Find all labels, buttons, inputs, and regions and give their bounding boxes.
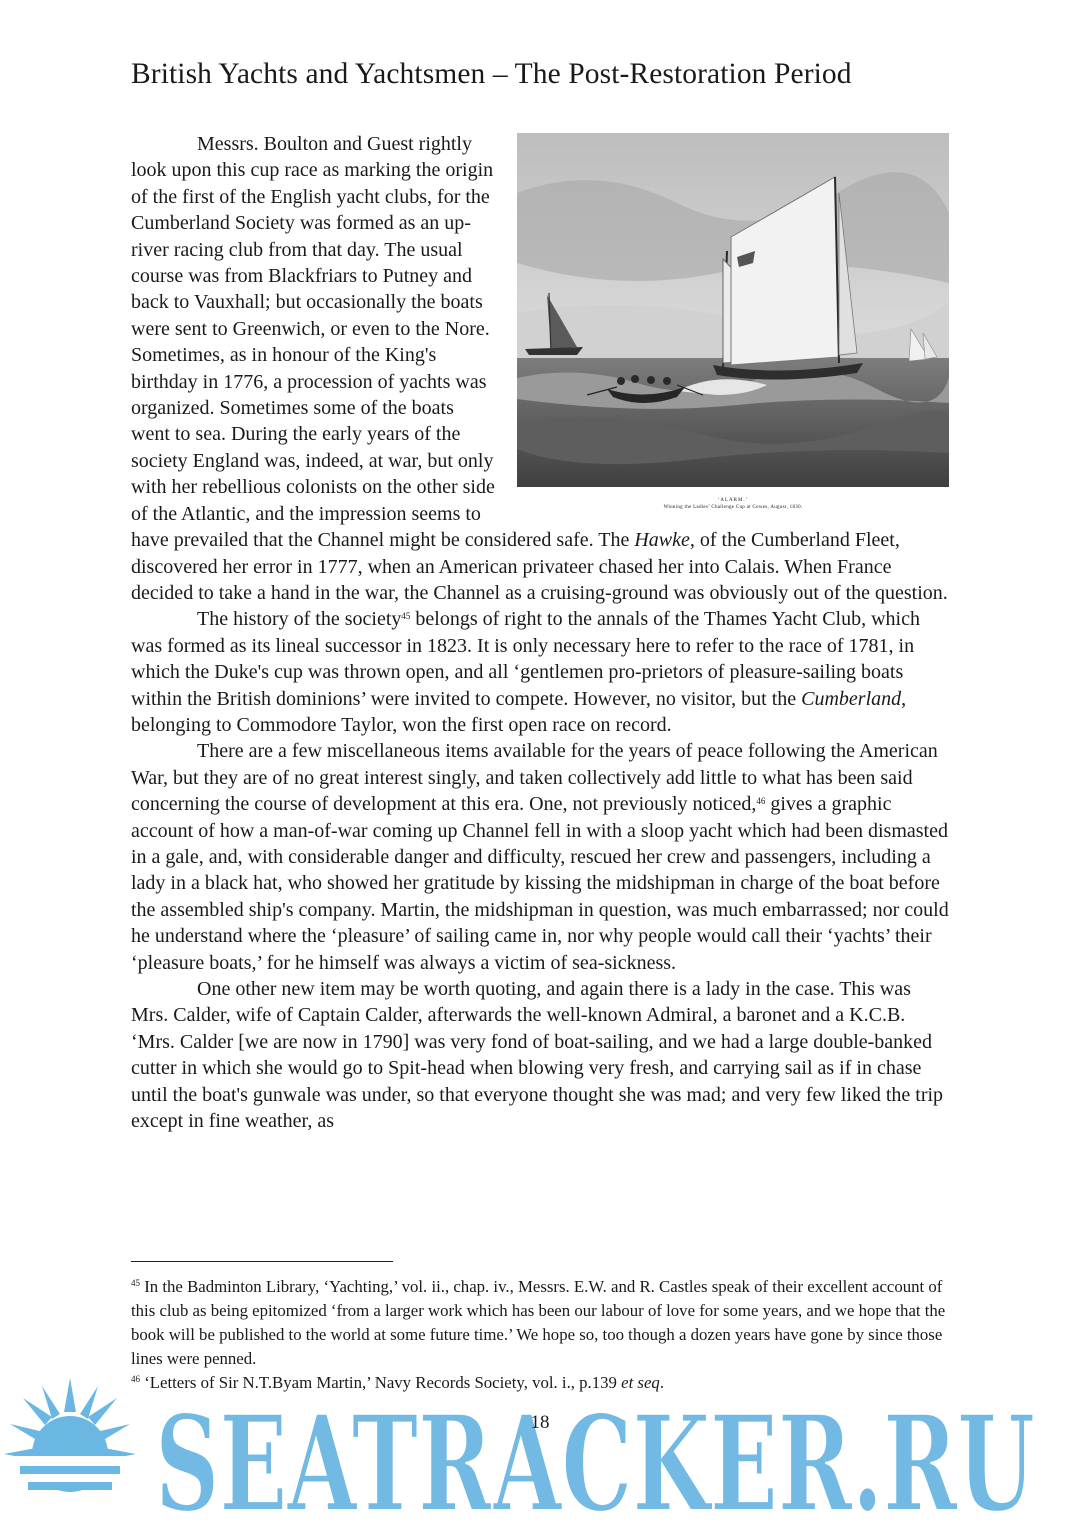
paragraph-3	[131, 738, 949, 976]
ship-name-italic: Cumberland	[801, 687, 902, 710]
footnotes	[131, 1275, 949, 1395]
footnote-ref-45[interactable]: 45	[401, 611, 411, 622]
footnote-text: ‘Letters of Sir N.T.Byam Martin,’ Navy Records Society, vol. i., p.139	[140, 1373, 622, 1392]
footnote-text: .	[659, 1373, 665, 1392]
footnote-italic: et seq	[621, 1373, 660, 1392]
paragraph-text: The history of the society	[197, 608, 402, 631]
footnote-number: 46	[131, 1374, 140, 1384]
footnote-46	[131, 1371, 949, 1395]
figure	[517, 133, 949, 511]
paragraph-2	[131, 606, 949, 738]
paragraph-4: One other new item may be worth quoting, and again there is a lady in the case. This was Mrs. Calder, wife of Captain Calder, afterwards the well-known Admiral, a baronet and a K.C.B. ‘Mrs. Calder [we are now in 1790] was very fond of boat-sailing, and we had a large double-banked cutter in which she would go to Spit-head when blowing very fresh, and carrying sail as if in chase until the boat's gunwale was under, so that everyone thought she was mad; and very few liked the trip except in fine weather, as	[131, 978, 944, 1133]
footnote-ref-46[interactable]: 46	[756, 796, 766, 807]
footnote-divider	[131, 1261, 393, 1262]
footnote-45	[131, 1275, 949, 1371]
paragraph-text: There are a few miscellaneous items available for the years of peace following the American War, but they are of no great interest singly, and taken collectively add little to what has been said concerning the course of development at this era. One, not previously noticed,	[131, 740, 938, 816]
figure-caption-title: ‘ALARM.’	[717, 498, 749, 503]
paragraph-text: belongs of right to the annals of the Thames Yacht Club, which was formed as its lineal successor in 1823. It is only necessary here to refer to the race of 1781, in which the Duke's cup was thrown open, and all ‘gentlemen pro-prietors of pleasure-sailing boats within the British dominions’ were invited to compete. However, no visitor, but the	[131, 608, 920, 710]
sun-icon	[0, 1378, 150, 1492]
page-title: British Yachts and Yachtsmen – The Post-Restoration Period	[131, 58, 852, 90]
figure-caption: Winning the Ladies’ Challenge Cup at Cowes, August, 1830.	[663, 505, 803, 510]
watermark-logo	[0, 1372, 1080, 1526]
article-body	[131, 131, 949, 1134]
paragraph-text: Messrs. Boulton and Guest rightly look upon this cup race as marking the origin of the first of the English yacht clubs, for the Cumberland Society was formed as an up-river racing club from that day. The usual course was from Blackfriars to Putney and back to Vauxhall; but occasionally the boats were sent to Greenwich, or even to the Nore. Sometimes, as in honour of the King's birthday in 1776, a procession of yachts was organized. Sometimes some of the boats went to sea. During the early years of the society England was, indeed, at war, but only with her rebellious colonists on the other side of the Atlantic, and the impression seems to have prevailed that the Channel might be considered safe. The	[131, 133, 635, 552]
watermark-text: SEATRACKER.RU	[155, 1387, 1035, 1526]
yacht-engraving-image	[517, 133, 949, 487]
footnote-text: In the Badminton Library, ‘Yachting,’ vol. ii., chap. iv., Messrs. E.W. and R. Castles speak of their excellent account of this club as being epitomized ‘from a larger work which has been our labour of love for some years, and we hope that the book will be published to the world at some future time.’ We hope so, too though a dozen years have gone by since those lines were penned.	[131, 1277, 946, 1368]
paragraph-text: , belonging to Commodore Taylor, won the first open race on record.	[131, 687, 907, 736]
page-number: 18	[530, 1412, 550, 1433]
ship-name-italic: Hawke	[634, 529, 690, 552]
footnote-number: 45	[131, 1278, 140, 1288]
paragraph-text: , of the Cumberland Fleet, discovered her error in 1777, when an American privateer chased her into Calais. When France decided to take a hand in the war, the Channel as a cruising-ground was obviously out of the question.	[131, 529, 948, 604]
paragraph-text: gives a graphic account of how a man-of-war coming up Channel fell in with a sloop yacht which had been dismasted in a gale, and, with considerable danger and difficulty, rescued her crew and passengers, including a lady in a black hat, who showed her gratitude by kissing the midshipman in charge of the boat before the assembled ship's company. Martin, the midshipman in question, was much embarrassed; nor could he understand where the ‘pleasure’ of sailing came in, nor why people would call their ‘yachts’ their ‘pleasure boats,’ for he himself was always a victim of sea-sickness.	[131, 793, 949, 974]
